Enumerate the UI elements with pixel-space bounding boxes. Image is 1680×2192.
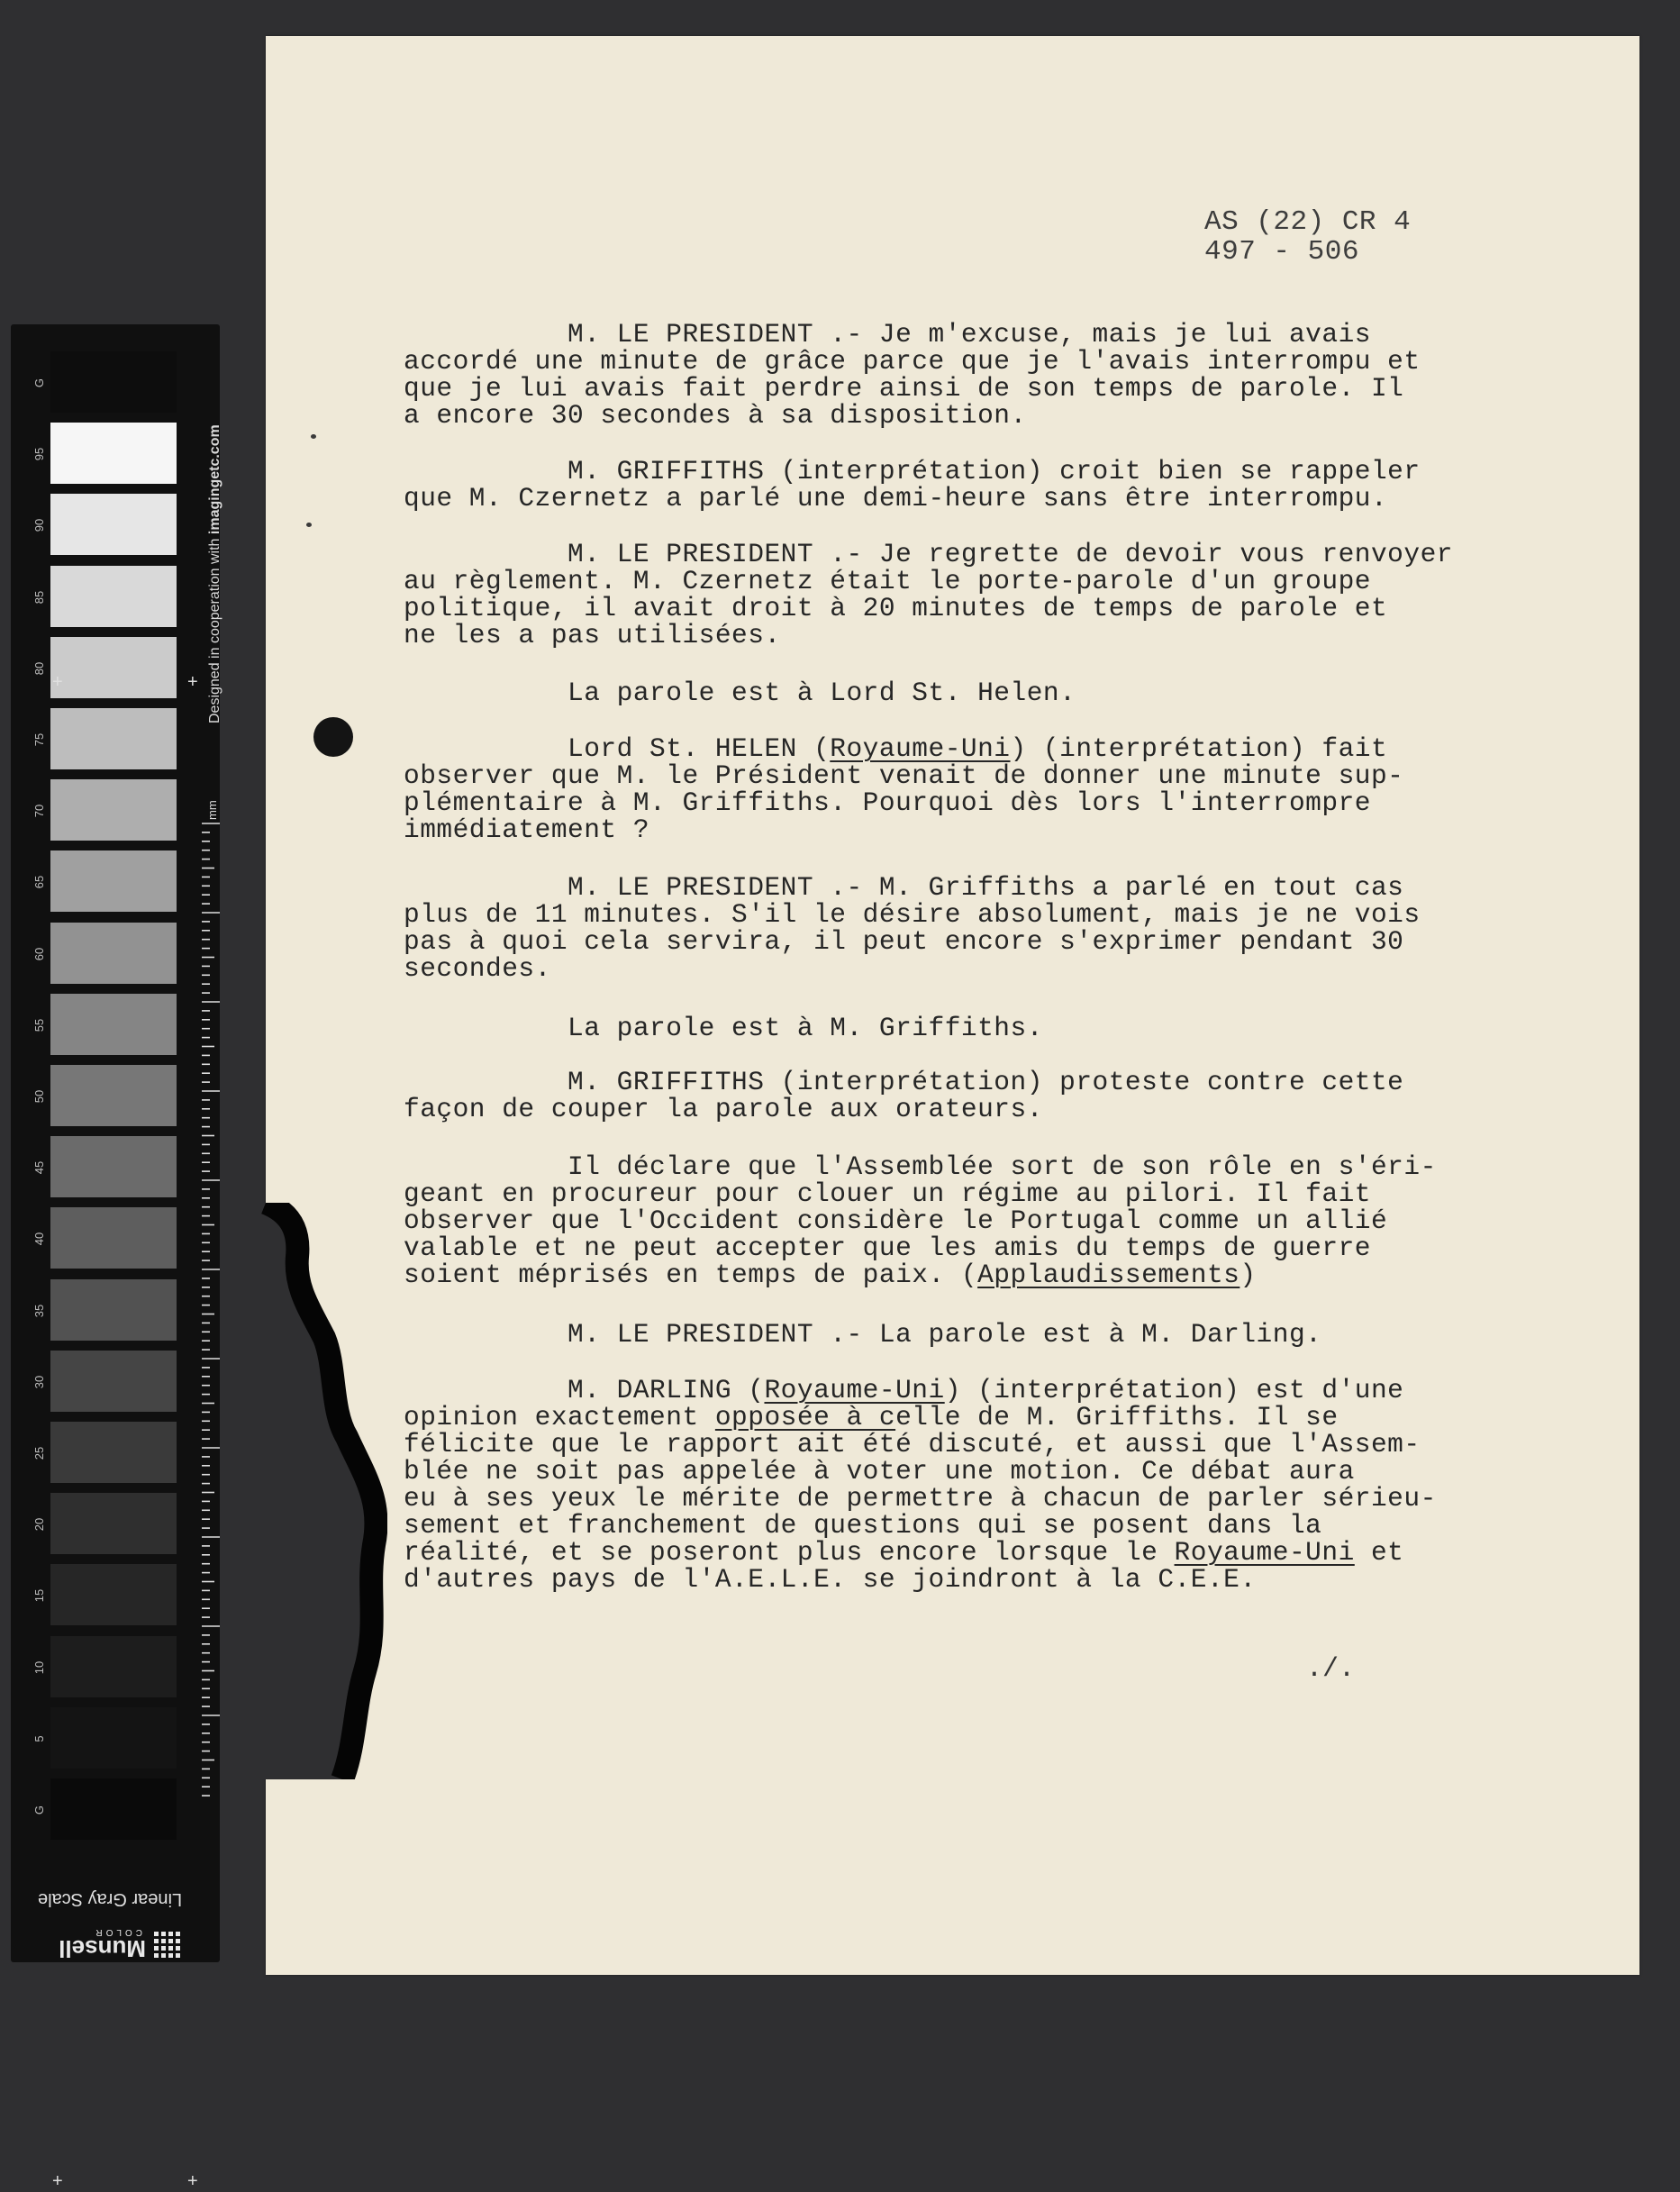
gray-swatch <box>50 1493 177 1554</box>
gray-swatch <box>50 423 177 484</box>
gray-swatch <box>50 1279 177 1341</box>
paragraph: M. LE PRESIDENT .- M. Griffiths a parlé en tout cas plus de 11 minutes. S'il le désire absolument, mais je ne vois pas à quoi cela servira, il peut encore s'exprimer pendant 30 secondes. <box>404 872 1421 984</box>
gray-scale-label: 50 <box>32 1089 46 1104</box>
gray-scale-card <box>11 324 220 2191</box>
gray-scale-label: 75 <box>32 732 46 747</box>
gray-swatch <box>50 566 177 627</box>
gray-swatch <box>50 1351 177 1412</box>
gray-scale-label: 30 <box>32 1375 46 1389</box>
gray-scale-label: 60 <box>32 947 46 960</box>
ruler-unit-label: mm <box>205 800 219 820</box>
gray-swatch <box>50 1564 177 1625</box>
gray-scale-label: 80 <box>32 661 46 676</box>
card-credit: Designed in cooperation with imagingetc.com <box>207 424 222 723</box>
gray-swatch <box>50 1422 177 1483</box>
gray-scale-label: 95 <box>32 447 46 461</box>
registration-mark: + <box>187 2171 198 2191</box>
gray-scale-label: 15 <box>32 1589 46 1603</box>
ink-speck <box>306 523 312 527</box>
gray-scale-label: 35 <box>32 1304 46 1317</box>
paragraph: M. LE PRESIDENT .- Je m'excuse, mais je lui avais accordé une minute de grâce parce que je l'avais interrompu et que je lui avais fait perdre ainsi de son temps de parole. Il a encore 30 secondes à sa disposition. <box>404 319 1421 431</box>
paragraph: La parole est à M. Griffiths. <box>404 1013 1043 1043</box>
gray-scale-label: 55 <box>32 1018 46 1032</box>
gray-scale-label: G <box>32 1805 46 1815</box>
registration-mark: + <box>52 672 63 692</box>
gray-scale-label: 40 <box>32 1232 46 1246</box>
gray-scale-label: 25 <box>32 1446 46 1460</box>
gray-scale-label: 90 <box>32 519 46 532</box>
registration-mark: + <box>187 672 198 692</box>
gray-swatch <box>50 708 177 769</box>
mm-ruler <box>200 820 222 1802</box>
torn-edge <box>248 1203 387 1779</box>
gray-swatch <box>50 637 177 698</box>
continuation-mark: ./. <box>1306 1654 1356 1685</box>
paragraph: M. GRIFFITHS (interprétation) proteste contre cette façon de couper la parole aux orateurs. <box>404 1067 1404 1124</box>
paragraph: La parole est à Lord St. Helen. <box>404 678 1076 708</box>
gray-scale-label: 10 <box>32 1660 46 1674</box>
gray-swatch <box>50 1207 177 1269</box>
gray-scale-label: 70 <box>32 804 46 818</box>
card-title: Linear Gray Scale <box>38 1889 183 1909</box>
gray-swatch <box>50 994 177 1055</box>
gray-scale-label: 65 <box>32 876 46 889</box>
gray-scale-label: 85 <box>32 590 46 604</box>
gray-swatch <box>50 351 177 413</box>
gray-swatch <box>50 1136 177 1197</box>
registration-mark: + <box>52 2171 63 2191</box>
gray-swatch <box>50 1778 177 1840</box>
gray-scale-label: 20 <box>32 1517 46 1532</box>
punch-hole <box>313 717 353 757</box>
gray-scale-label: 45 <box>32 1160 46 1175</box>
gray-swatch <box>50 494 177 555</box>
gray-swatch <box>50 1707 177 1769</box>
paragraph: M. LE PRESIDENT .- Je regrette de devoir vous renvoyer au règlement. M. Czernetz était le porte-parole d'un groupe politique, il avait droit à 20 minutes de temps de parole et ne les a pas utilisées. <box>404 539 1453 650</box>
gray-swatch <box>50 850 177 912</box>
gray-swatch <box>50 1636 177 1697</box>
gray-swatch <box>50 779 177 841</box>
munsell-grid-icon <box>153 1932 180 1959</box>
gray-scale-label: G <box>32 377 46 388</box>
gray-swatch <box>50 1065 177 1126</box>
gray-scale-label: 5 <box>32 1735 46 1742</box>
paragraph: Il déclare que l'Assemblée sort de son rôle en s'éri- geant en procureur pour clouer un régime au pilori. Il fait observer que l'Occident considère le Portugal comme un allié valable et ne peut accepter que les amis du temps de guerre soient méprisés en temps de paix. (Applaudissements) <box>404 1151 1437 1290</box>
munsell-logo: Munsell COLOR <box>40 1924 184 1964</box>
paragraph: Lord St. HELEN (Royaume-Uni) (interprétation) fait observer que M. le Président venait de donner une minute sup- plémentaire à M. Griffiths. Pourquoi dès lors l'interrompre immédiatement ? <box>404 733 1404 845</box>
paragraph: M. LE PRESIDENT .- La parole est à M. Darling. <box>404 1319 1322 1350</box>
ink-speck <box>311 434 316 439</box>
paragraph: M. DARLING (Royaume-Uni) (interprétation) est d'une opinion exactement opposée à celle de M. Griffiths. Il se félicite que le rapport ait été discuté, et aussi que l'Assem- blée ne soit pas appelée à voter une motion. Ce débat aura eu à ses yeux le mérite de permettre à chacun de parler sérieu- sement et franchement de questions qui se posent dans la réalité, et se poseront plus encore lorsque le Royaume-Uni et d'autres pays de l'A.E.L.E. se joindront à la C.E.E. <box>404 1375 1437 1595</box>
document-reference: AS (22) CR 4 497 - 506 <box>1204 206 1412 268</box>
paragraph: M. GRIFFITHS (interprétation) croit bien se rappeler que M. Czernetz a parlé une demi-heure sans être interrompu. <box>404 456 1421 514</box>
gray-swatch <box>50 923 177 984</box>
